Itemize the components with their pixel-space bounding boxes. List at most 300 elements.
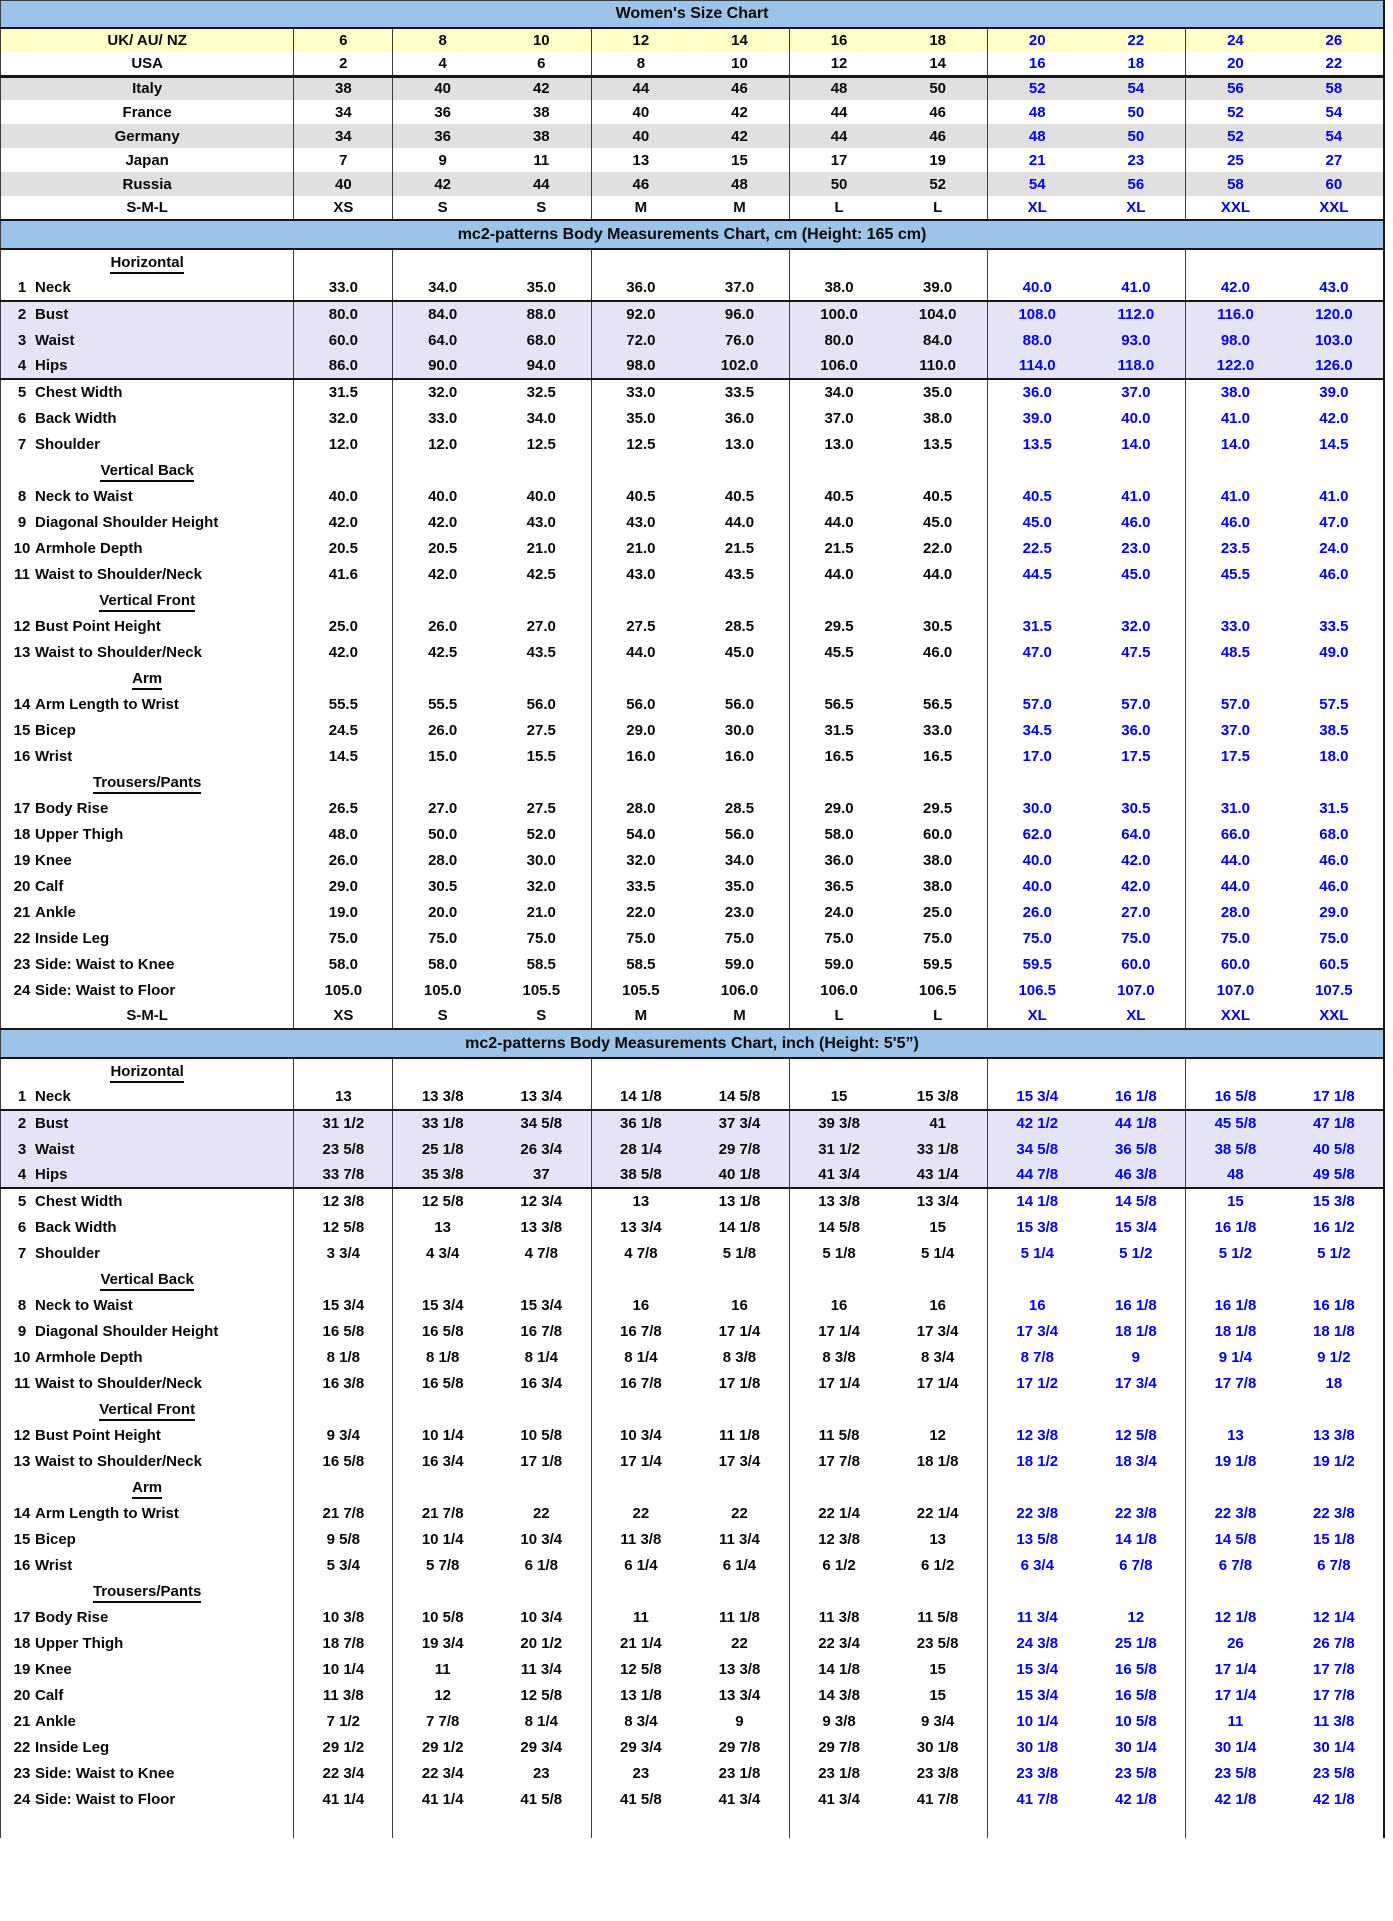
value-cell: 40 bbox=[294, 172, 393, 196]
value-cell bbox=[1186, 1266, 1285, 1292]
value-cell: 6 7/8 bbox=[1186, 1552, 1285, 1578]
value-cell: 17 7/8 bbox=[1313, 1660, 1355, 1678]
value-cell: 12 3/4 bbox=[520, 1193, 563, 1210]
value-cell: 11 3/4 bbox=[719, 1530, 760, 1548]
value-cell: 23 5/8 bbox=[1114, 1764, 1157, 1782]
table-row bbox=[1, 1500, 1385, 1526]
value-cell bbox=[1285, 665, 1384, 691]
value-cell: 42 bbox=[492, 76, 591, 100]
value-cell bbox=[1285, 1474, 1384, 1500]
value-cell: 24.0 bbox=[1319, 539, 1349, 557]
table-row bbox=[1, 873, 1385, 899]
value-cell: 46.0 bbox=[1319, 565, 1349, 583]
row-label: 6 Back Width bbox=[17, 1218, 117, 1236]
value-cell: 17 1/4 bbox=[1186, 1656, 1285, 1682]
value-cell: 29.0 bbox=[294, 873, 393, 899]
chart-title: Women's Size Chart bbox=[1, 1, 1385, 29]
table-row bbox=[1, 977, 1385, 1003]
section-label: Arm bbox=[1, 665, 294, 691]
value-cell: 37 3/4 bbox=[690, 1110, 789, 1136]
table-row bbox=[1, 899, 1385, 925]
value-cell: 86.0 bbox=[294, 353, 393, 379]
table-row bbox=[1, 1708, 1385, 1734]
value-cell: 37.0 bbox=[724, 279, 755, 296]
row-label: 13 Waist to Shoulder/Neck bbox=[13, 643, 202, 661]
value-cell: 17 1/4 bbox=[591, 1448, 690, 1474]
value-cell: XXL bbox=[1186, 1003, 1285, 1029]
cm-chart-header-row bbox=[1, 220, 1385, 249]
value-cell: 22 bbox=[731, 1634, 748, 1652]
value-cell bbox=[393, 1578, 492, 1604]
value-cell: 13 bbox=[393, 1214, 492, 1240]
value-cell: 57.0 bbox=[1186, 691, 1285, 717]
value-cell: 22 bbox=[1285, 52, 1384, 76]
value-cell bbox=[1186, 1474, 1285, 1500]
value-cell: 22 bbox=[731, 1504, 748, 1522]
table-row bbox=[1, 196, 1385, 220]
value-cell: 17.0 bbox=[987, 743, 1086, 769]
value-cell bbox=[294, 1474, 393, 1500]
row-label: S-M-L bbox=[126, 1007, 168, 1024]
table-row bbox=[1, 52, 1385, 76]
value-cell: 32.0 bbox=[591, 847, 690, 873]
value-cell: 4 7/8 bbox=[591, 1240, 690, 1266]
section-row bbox=[1, 1474, 1385, 1500]
value-cell bbox=[987, 1812, 1086, 1838]
value-cell: 42 1/2 bbox=[987, 1110, 1086, 1136]
value-cell: 59.0 bbox=[724, 955, 755, 973]
value-cell: 44 bbox=[789, 124, 888, 148]
value-cell: 106.5 bbox=[918, 981, 957, 999]
value-cell: 17 1/8 bbox=[520, 1452, 563, 1470]
value-cell: 16 7/8 bbox=[591, 1370, 690, 1396]
value-cell: 43.0 bbox=[1319, 279, 1349, 296]
value-cell: 21.0 bbox=[591, 535, 690, 561]
table-row bbox=[1, 1162, 1385, 1188]
value-cell: 30 1/8 bbox=[916, 1738, 959, 1756]
value-cell: 17 1/4 bbox=[1186, 1682, 1285, 1708]
value-cell: 43.5 bbox=[724, 565, 755, 583]
value-cell: M bbox=[733, 1007, 746, 1024]
row-label: 14 Arm Length to Wrist bbox=[13, 1504, 179, 1522]
value-cell: 18 1/8 bbox=[916, 1452, 959, 1470]
value-cell: 16 bbox=[987, 1292, 1086, 1318]
value-cell: 14 1/8 bbox=[1114, 1530, 1157, 1548]
value-cell: 5 1/8 bbox=[722, 1244, 757, 1262]
value-cell bbox=[888, 1474, 987, 1500]
row-label: 11 Waist to Shoulder/Neck bbox=[14, 1374, 202, 1392]
value-cell bbox=[690, 1058, 789, 1084]
value-cell bbox=[987, 457, 1086, 483]
value-cell: 46 bbox=[690, 76, 789, 100]
value-cell: 34.5 bbox=[987, 717, 1086, 743]
table-row bbox=[1, 301, 1385, 327]
value-cell: 106.5 bbox=[987, 977, 1086, 1003]
value-cell: 17 7/8 bbox=[789, 1448, 888, 1474]
value-cell: 46.0 bbox=[1319, 877, 1349, 895]
row-label: 6 Back Width bbox=[17, 409, 117, 427]
value-cell bbox=[1087, 1578, 1186, 1604]
value-cell: 8 7/8 bbox=[987, 1344, 1086, 1370]
table-row bbox=[1, 28, 1385, 52]
value-cell: 12 3/8 bbox=[294, 1188, 393, 1214]
value-cell bbox=[888, 457, 987, 483]
value-cell: 41 5/8 bbox=[520, 1790, 563, 1808]
table-row bbox=[1, 691, 1385, 717]
value-cell: 38 5/8 bbox=[591, 1162, 690, 1188]
value-cell bbox=[492, 249, 591, 275]
row-label: 16 Wrist bbox=[13, 1556, 73, 1574]
value-cell: 10 3/4 bbox=[591, 1422, 690, 1448]
value-cell: 28.0 bbox=[1186, 899, 1285, 925]
table-row bbox=[1, 1760, 1385, 1786]
value-cell: 9 bbox=[1131, 1348, 1141, 1366]
value-cell: 10 3/4 bbox=[520, 1530, 563, 1548]
value-cell: 22 1/4 bbox=[916, 1504, 959, 1522]
value-cell: 50 bbox=[1087, 124, 1186, 148]
row-label: 16 Wrist bbox=[13, 747, 73, 765]
value-cell bbox=[888, 587, 987, 613]
value-cell: 14 bbox=[888, 52, 987, 76]
value-cell: 48.5 bbox=[1186, 639, 1285, 665]
table-row bbox=[1, 1110, 1385, 1136]
value-cell: 44 7/8 bbox=[987, 1162, 1086, 1188]
value-cell: S bbox=[536, 199, 547, 216]
value-cell bbox=[591, 457, 690, 483]
value-cell: 45.0 bbox=[923, 513, 953, 531]
value-cell: 34.0 bbox=[526, 409, 556, 427]
inch-chart-header-row bbox=[1, 1029, 1385, 1058]
value-cell: 41.0 bbox=[1121, 279, 1151, 296]
table-row bbox=[1, 431, 1385, 457]
value-cell: 31.5 bbox=[789, 717, 888, 743]
value-cell bbox=[690, 1578, 789, 1604]
value-cell: 30.5 bbox=[923, 617, 953, 635]
value-cell: 38.0 bbox=[923, 409, 953, 427]
value-cell bbox=[1087, 249, 1186, 275]
row-label: 3 Waist bbox=[1, 1136, 294, 1162]
value-cell: 16 1/8 bbox=[1114, 1088, 1157, 1105]
value-cell: 27.5 bbox=[526, 721, 556, 739]
value-cell: 38.0 bbox=[1186, 379, 1285, 405]
value-cell: 10 3/4 bbox=[520, 1608, 563, 1626]
value-cell: 44 bbox=[789, 100, 888, 124]
value-cell: 12 5/8 bbox=[294, 1214, 393, 1240]
value-cell: 40.0 bbox=[987, 847, 1086, 873]
value-cell: 8 3/4 bbox=[920, 1348, 955, 1366]
value-cell: 75.0 bbox=[1121, 929, 1151, 947]
value-cell bbox=[294, 1058, 393, 1084]
value-cell: 23 bbox=[1127, 151, 1145, 169]
value-cell: 8 1/4 bbox=[524, 1712, 558, 1730]
value-cell: 45.0 bbox=[724, 643, 755, 661]
value-cell: 29 7/8 bbox=[718, 1738, 761, 1756]
value-cell: 10 5/8 bbox=[520, 1426, 563, 1444]
value-cell bbox=[492, 1058, 591, 1084]
value-cell: 57.0 bbox=[1121, 695, 1151, 713]
value-cell: 32.0 bbox=[294, 405, 393, 431]
value-cell bbox=[294, 665, 393, 691]
value-cell: 31 1/2 bbox=[294, 1110, 393, 1136]
value-cell: 36.5 bbox=[789, 873, 888, 899]
value-cell: 114.0 bbox=[987, 353, 1086, 379]
value-cell: 30.5 bbox=[393, 873, 492, 899]
value-cell: 57.0 bbox=[987, 691, 1086, 717]
value-cell: 46 bbox=[888, 124, 987, 148]
value-cell: 48 bbox=[789, 76, 888, 100]
value-cell: 30.0 bbox=[987, 795, 1086, 821]
value-cell: 108.0 bbox=[987, 301, 1086, 327]
value-cell: 90.0 bbox=[393, 353, 492, 379]
value-cell: 42 1/8 bbox=[1313, 1790, 1355, 1808]
value-cell: 15.0 bbox=[393, 743, 492, 769]
value-cell: 4 bbox=[393, 52, 492, 76]
value-cell: 75.0 bbox=[591, 925, 690, 951]
value-cell: 31.5 bbox=[987, 613, 1086, 639]
value-cell: 37 bbox=[492, 1162, 591, 1188]
value-cell: 9 bbox=[735, 1712, 744, 1730]
value-cell: 38.0 bbox=[923, 851, 953, 869]
value-cell: 13.5 bbox=[923, 435, 953, 453]
value-cell: 16 bbox=[789, 28, 888, 52]
value-cell: 15 3/4 bbox=[987, 1084, 1086, 1110]
section-row bbox=[1, 587, 1385, 613]
value-cell bbox=[393, 665, 492, 691]
value-cell: 14 5/8 bbox=[1186, 1526, 1285, 1552]
value-cell: 44.0 bbox=[1186, 873, 1285, 899]
value-cell: 47.0 bbox=[987, 639, 1086, 665]
value-cell bbox=[1087, 457, 1186, 483]
value-cell: 37.0 bbox=[789, 405, 888, 431]
table-row bbox=[1, 1448, 1385, 1474]
value-cell: 18 1/8 bbox=[1313, 1322, 1355, 1340]
value-cell: 84.0 bbox=[393, 301, 492, 327]
value-cell: 22 3/4 bbox=[393, 1760, 492, 1786]
value-cell: 34 5/8 bbox=[987, 1136, 1086, 1162]
value-cell: 18 bbox=[1087, 52, 1186, 76]
value-cell: 26.0 bbox=[987, 899, 1086, 925]
value-cell: 26.0 bbox=[393, 717, 492, 743]
value-cell: 19 bbox=[929, 151, 946, 169]
row-label: 10 Armhole Depth bbox=[13, 1348, 143, 1366]
value-cell bbox=[1186, 249, 1285, 275]
value-cell bbox=[789, 1266, 888, 1292]
table-row bbox=[1, 1422, 1385, 1448]
value-cell bbox=[690, 665, 789, 691]
table-row bbox=[1, 148, 1385, 172]
value-cell: 107.0 bbox=[1186, 977, 1285, 1003]
value-cell: 35.0 bbox=[526, 279, 556, 296]
value-cell bbox=[294, 587, 393, 613]
value-cell bbox=[1087, 587, 1186, 613]
value-cell: 46.0 bbox=[1319, 851, 1349, 869]
value-cell: 17 1/4 bbox=[789, 1318, 888, 1344]
table-row bbox=[1, 1370, 1385, 1396]
value-cell: 15 bbox=[789, 1084, 888, 1110]
value-cell: 42.0 bbox=[294, 639, 393, 665]
value-cell: 26.0 bbox=[393, 613, 492, 639]
value-cell: 16 1/8 bbox=[1186, 1214, 1285, 1240]
value-cell: 60.0 bbox=[1186, 951, 1285, 977]
value-cell: 56.0 bbox=[591, 691, 690, 717]
value-cell: 11 3/8 bbox=[1313, 1712, 1355, 1730]
value-cell: XXL bbox=[1319, 1007, 1349, 1024]
value-cell: XXL bbox=[1319, 199, 1349, 216]
value-cell: 18 7/8 bbox=[294, 1630, 393, 1656]
row-label: France bbox=[122, 103, 172, 121]
row-label: Russia bbox=[1, 172, 294, 196]
value-cell: 12 5/8 bbox=[591, 1656, 690, 1682]
value-cell bbox=[789, 1396, 888, 1422]
value-cell: 8 1/4 bbox=[591, 1344, 690, 1370]
value-cell: 42 bbox=[393, 172, 492, 196]
value-cell: 54 bbox=[1325, 103, 1343, 121]
value-cell: 14 bbox=[690, 28, 789, 52]
value-cell: 50 bbox=[789, 172, 888, 196]
value-cell: 17 bbox=[789, 148, 888, 172]
row-label: 13 Waist to Shoulder/Neck bbox=[13, 1452, 202, 1470]
value-cell: 56.0 bbox=[526, 695, 556, 713]
value-cell: 30.0 bbox=[724, 721, 755, 739]
value-cell: 20 bbox=[987, 28, 1086, 52]
value-cell: 56 bbox=[1087, 172, 1186, 196]
value-cell: 12 1/8 bbox=[1186, 1604, 1285, 1630]
value-cell: 56.0 bbox=[724, 695, 755, 713]
value-cell: 52 bbox=[1186, 124, 1285, 148]
value-cell: 25 1/8 bbox=[1114, 1634, 1157, 1652]
value-cell: 29 3/4 bbox=[520, 1738, 563, 1756]
value-cell bbox=[492, 1396, 591, 1422]
value-cell bbox=[294, 249, 393, 275]
value-cell bbox=[393, 1474, 492, 1500]
value-cell: 26 7/8 bbox=[1313, 1634, 1355, 1652]
value-cell: 32.0 bbox=[393, 379, 492, 405]
value-cell: 13 bbox=[294, 1084, 393, 1110]
row-label: 12 Bust Point Height bbox=[13, 617, 161, 635]
value-cell: 44.0 bbox=[789, 509, 888, 535]
value-cell: 12 3/8 bbox=[789, 1526, 888, 1552]
section-label: Vertical Back bbox=[1, 1266, 294, 1292]
value-cell: XS bbox=[294, 1003, 393, 1029]
value-cell bbox=[393, 249, 492, 275]
value-cell: 21 7/8 bbox=[294, 1500, 393, 1526]
value-cell: 75.0 bbox=[393, 925, 492, 951]
table-row bbox=[1, 405, 1385, 431]
value-cell: 29.5 bbox=[923, 799, 953, 817]
value-cell: 44 bbox=[492, 172, 591, 196]
value-cell: 25 1/8 bbox=[393, 1136, 492, 1162]
value-cell: 52 bbox=[1186, 100, 1285, 124]
value-cell bbox=[1186, 1058, 1285, 1084]
value-cell: 14 1/8 bbox=[789, 1656, 888, 1682]
value-cell: 12 5/8 bbox=[1114, 1426, 1157, 1444]
value-cell: 13 3/8 bbox=[393, 1084, 492, 1110]
value-cell bbox=[393, 769, 492, 795]
value-cell: 40 bbox=[591, 124, 690, 148]
value-cell: 11 5/8 bbox=[789, 1422, 888, 1448]
value-cell: 38 bbox=[492, 124, 591, 148]
value-cell: 18 bbox=[888, 28, 987, 52]
row-label: 4 Hips bbox=[1, 353, 294, 379]
value-cell: 45.5 bbox=[1186, 561, 1285, 587]
row-label: 4 Hips bbox=[1, 1162, 294, 1188]
value-cell: 80.0 bbox=[789, 327, 888, 353]
value-cell: 22 3/8 bbox=[1114, 1504, 1157, 1522]
value-cell: 105.5 bbox=[591, 977, 690, 1003]
value-cell: 23 3/8 bbox=[916, 1764, 959, 1782]
value-cell: 21.5 bbox=[724, 539, 755, 557]
value-cell bbox=[591, 1058, 690, 1084]
value-cell: 38.0 bbox=[923, 877, 953, 895]
value-cell: 35 3/8 bbox=[393, 1162, 492, 1188]
value-cell bbox=[294, 1266, 393, 1292]
value-cell: 48.0 bbox=[294, 821, 393, 847]
value-cell: 22.5 bbox=[987, 535, 1086, 561]
value-cell: 29.0 bbox=[591, 717, 690, 743]
value-cell bbox=[1285, 249, 1384, 275]
section-row bbox=[1, 457, 1385, 483]
value-cell: 75.0 bbox=[1319, 929, 1349, 947]
row-label: 12 Bust Point Height bbox=[13, 1426, 161, 1444]
value-cell: 122.0 bbox=[1186, 353, 1285, 379]
row-label: 21 Ankle bbox=[13, 903, 76, 921]
value-cell: 36.0 bbox=[1121, 721, 1151, 739]
value-cell: 88.0 bbox=[987, 327, 1086, 353]
value-cell: 42.0 bbox=[1121, 877, 1151, 895]
value-cell: 105.5 bbox=[522, 981, 561, 999]
value-cell: 23.0 bbox=[724, 903, 755, 921]
value-cell: 27 bbox=[1325, 151, 1343, 169]
value-cell: 16 5/8 bbox=[393, 1370, 492, 1396]
value-cell bbox=[591, 249, 690, 275]
value-cell: 30.5 bbox=[1121, 799, 1151, 817]
table-row bbox=[1, 1604, 1385, 1630]
value-cell bbox=[1087, 1474, 1186, 1500]
value-cell: 16 bbox=[591, 1292, 690, 1318]
value-cell: 50 bbox=[1127, 103, 1145, 121]
value-cell: 106.0 bbox=[789, 353, 888, 379]
value-cell: 27.0 bbox=[526, 617, 556, 635]
value-cell: 33.5 bbox=[1319, 617, 1349, 635]
row-label: 24 Side: Waist to Floor bbox=[13, 981, 176, 999]
value-cell: 15 3/4 bbox=[987, 1682, 1086, 1708]
value-cell: 75.0 bbox=[987, 925, 1086, 951]
value-cell: 14.5 bbox=[294, 743, 393, 769]
value-cell: 28 1/4 bbox=[591, 1136, 690, 1162]
value-cell: 8 3/8 bbox=[722, 1348, 757, 1366]
value-cell: 28.0 bbox=[393, 847, 492, 873]
value-cell: 50.0 bbox=[393, 821, 492, 847]
value-cell: 16 5/8 bbox=[1186, 1084, 1285, 1110]
value-cell: 17 3/4 bbox=[916, 1322, 959, 1340]
table-row bbox=[1, 639, 1385, 665]
value-cell: 9 5/8 bbox=[294, 1526, 393, 1552]
value-cell bbox=[1186, 457, 1285, 483]
value-cell: 12.0 bbox=[393, 431, 492, 457]
value-cell: 33.5 bbox=[591, 873, 690, 899]
value-cell: 49.0 bbox=[1319, 643, 1349, 661]
value-cell: 45 5/8 bbox=[1186, 1110, 1285, 1136]
value-cell: 44.0 bbox=[923, 565, 953, 583]
value-cell: 40 bbox=[393, 76, 492, 100]
row-label: Japan bbox=[125, 151, 169, 169]
value-cell: 43.0 bbox=[591, 561, 690, 587]
value-cell: 36.0 bbox=[591, 275, 690, 301]
value-cell: 105.0 bbox=[393, 977, 492, 1003]
value-cell: 46.0 bbox=[1186, 509, 1285, 535]
value-cell: 42.5 bbox=[526, 565, 556, 583]
value-cell: 106.0 bbox=[720, 981, 759, 999]
